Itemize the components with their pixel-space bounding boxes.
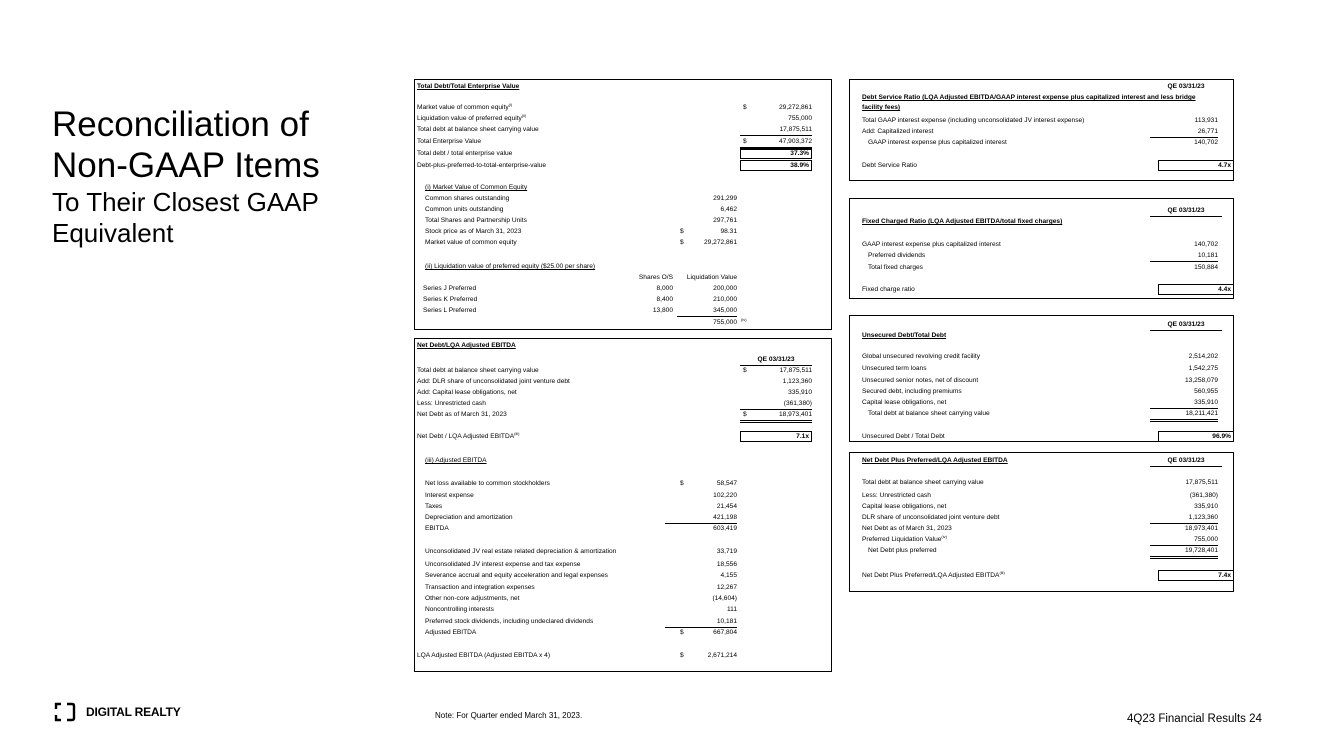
row-value: 18,211,421 bbox=[1150, 408, 1218, 422]
row-label: EBITDA bbox=[425, 525, 449, 532]
row-value: 2,514,202 bbox=[1188, 353, 1218, 360]
row-label: Noncontrolling interests bbox=[425, 606, 494, 613]
row-label: Total debt at balance sheet carrying value bbox=[417, 367, 539, 374]
row-label: Net Debt / LQA Adjusted EBITDA bbox=[417, 433, 515, 440]
table-row bbox=[415, 148, 831, 159]
row-label: Capital lease obligations, net bbox=[862, 399, 947, 406]
panel-header: Debt Service Ratio (LQA Adjusted EBITDA/GAAP interest expense plus capitalized interest and less bridge bbox=[862, 94, 1196, 101]
table-row bbox=[415, 294, 831, 305]
footnote-mark: (i) bbox=[508, 101, 513, 107]
panel-fixed-charge-ratio bbox=[849, 198, 1234, 299]
row-value: 335,910 bbox=[788, 389, 812, 396]
row-label: Fixed charge ratio bbox=[862, 286, 915, 293]
slide-title-block bbox=[52, 104, 402, 248]
table-row bbox=[850, 126, 1233, 137]
column-header-qe: QE 03/31/23 bbox=[1150, 455, 1222, 467]
ratio-value: 37.3% bbox=[740, 148, 812, 159]
ratio-value: 38.9% bbox=[740, 160, 812, 171]
row-label: Secured debt, including premiums bbox=[862, 388, 962, 395]
row-value: 98.31 bbox=[720, 228, 737, 235]
footnote-mark: (iii) bbox=[514, 430, 520, 436]
row-label: Global unsecured revolving credit facility bbox=[862, 353, 981, 360]
row-label: Debt-plus-preferred-to-total-enterprise-value bbox=[417, 162, 546, 169]
table-row bbox=[850, 250, 1233, 261]
row-label: LQA Adjusted EBITDA (Adjusted EBITDA x 4) bbox=[417, 652, 551, 659]
panel-debt-service-ratio bbox=[849, 79, 1234, 181]
row-value: 18,973,401 bbox=[740, 409, 812, 423]
company-logo bbox=[54, 702, 181, 722]
section-title: (i) Market Value of Common Equity bbox=[425, 184, 528, 191]
table-row bbox=[850, 115, 1233, 126]
table-row bbox=[415, 398, 831, 409]
column-header-qe: QE 03/31/23 bbox=[740, 354, 812, 366]
row-label: Total fixed charges bbox=[868, 264, 923, 271]
row-value: 150,884 bbox=[1194, 264, 1218, 271]
row-label: DLR share of unconsolidated joint venture debt bbox=[862, 514, 1000, 521]
row-label: Debt Service Ratio bbox=[862, 162, 917, 169]
row-value: 18,973,401 bbox=[1184, 525, 1218, 532]
row-label: Total Enterprise Value bbox=[417, 138, 482, 145]
panel-header-cont: facility fees) bbox=[862, 104, 901, 111]
row-label: Net Debt Plus Preferred/LQA Adjusted EBITDA bbox=[862, 572, 1000, 579]
row-value: 17,875,511 bbox=[740, 124, 812, 136]
currency-symbol: $ bbox=[680, 652, 684, 659]
table-row bbox=[415, 650, 831, 661]
row-label: Preferred Liquidation Value bbox=[862, 536, 942, 543]
table-row bbox=[850, 160, 1233, 171]
row-label: Less: Unrestricted cash bbox=[417, 400, 486, 407]
row-value: 113,931 bbox=[1194, 117, 1218, 124]
row-label: Net Debt plus preferred bbox=[868, 547, 937, 554]
row-value: 13,258,079 bbox=[1184, 377, 1218, 384]
slide-subtitle-line1: To Their Closest GAAP bbox=[52, 187, 319, 217]
row-label: Unsecured senior notes, net of discount bbox=[862, 377, 979, 384]
row-value: 29,272,861 bbox=[778, 104, 812, 111]
table-row bbox=[415, 365, 831, 376]
row-value: 755,000 bbox=[788, 115, 812, 122]
row-value: 6,462 bbox=[720, 206, 737, 213]
panel-net-debt-plus-preferred bbox=[849, 452, 1234, 592]
table-row bbox=[415, 478, 831, 489]
table-row bbox=[415, 431, 831, 442]
row-label: Total debt at balance sheet carrying value bbox=[868, 410, 990, 417]
row-value: 18,556 bbox=[716, 561, 737, 568]
table-row bbox=[415, 409, 831, 420]
row-value: 560,955 bbox=[1194, 388, 1218, 395]
column-header-qe: QE 03/31/23 bbox=[1167, 83, 1205, 90]
table-row bbox=[415, 512, 831, 523]
table-row bbox=[415, 305, 831, 316]
section-title: (iii) Adjusted EBITDA bbox=[425, 457, 487, 464]
row-label: Add: Capitalized interest bbox=[862, 128, 934, 135]
slide-subtitle-line2: Equivalent bbox=[52, 218, 174, 248]
table-row bbox=[415, 523, 831, 534]
shares-value: 8,400 bbox=[656, 296, 673, 303]
column-header-shares: Shares O/S bbox=[638, 274, 673, 281]
ratio-value: 4.4x bbox=[1158, 284, 1234, 295]
row-value: 291,299 bbox=[713, 195, 737, 202]
column-header-liquidation: Liquidation Value bbox=[686, 274, 737, 281]
row-value: 2,671,214 bbox=[707, 652, 737, 659]
row-value: 667,804 bbox=[713, 629, 737, 636]
table-row bbox=[415, 215, 831, 226]
row-value: 603,419 bbox=[713, 525, 737, 532]
currency-symbol: $ bbox=[680, 629, 684, 636]
row-value: 29,272,861 bbox=[703, 239, 737, 246]
table-header-row bbox=[415, 272, 831, 283]
row-value: 335,910 bbox=[1150, 397, 1218, 409]
ratio-value: 96.9% bbox=[1158, 431, 1234, 442]
panel-header: Net Debt Plus Preferred/LQA Adjusted EBITDA bbox=[862, 457, 1008, 464]
digital-realty-logo-icon bbox=[54, 702, 76, 722]
table-row bbox=[415, 546, 831, 557]
table-row bbox=[415, 283, 831, 294]
row-label: Net loss available to common stockholders bbox=[425, 480, 550, 487]
table-row bbox=[850, 262, 1233, 273]
row-label: Preferred dividends bbox=[868, 252, 926, 259]
row-value: (361,380) bbox=[1189, 492, 1218, 499]
table-row bbox=[850, 501, 1233, 512]
table-row bbox=[850, 239, 1233, 250]
footnote-text: Note: For Quarter ended March 31, 2023. bbox=[435, 711, 583, 720]
row-value: (14,604) bbox=[712, 595, 737, 602]
section-title: (ii) Liquidation value of preferred equity ($25.00 per share) bbox=[425, 263, 596, 270]
currency-symbol: $ bbox=[743, 104, 747, 111]
table-row bbox=[415, 136, 831, 147]
row-label: Taxes bbox=[425, 503, 443, 510]
row-value: 297,761 bbox=[713, 217, 737, 224]
row-label: Less: Unrestricted cash bbox=[862, 492, 931, 499]
row-value: 10,181 bbox=[1150, 250, 1218, 262]
table-row bbox=[415, 490, 831, 501]
ratio-value: 7.4x bbox=[1158, 570, 1234, 581]
table-row bbox=[850, 363, 1233, 374]
row-value: 111 bbox=[726, 606, 737, 613]
row-value: 102,220 bbox=[713, 492, 737, 499]
row-value: 21,454 bbox=[716, 503, 737, 510]
footnote-mark: (iv) bbox=[941, 533, 947, 539]
panel-total-enterprise-value bbox=[414, 79, 832, 330]
row-value: 33,719 bbox=[716, 548, 737, 555]
row-value: 17,875,511 bbox=[1185, 479, 1218, 486]
row-label: Total debt at balance sheet carrying value bbox=[862, 479, 984, 486]
footnote-mark: (iii) bbox=[999, 569, 1005, 575]
panel-header: Fixed Charged Ratio (LQA Adjusted EBITDA/total fixed charges) bbox=[862, 218, 1063, 225]
row-label: Interest expense bbox=[425, 492, 474, 499]
panel-header-row bbox=[850, 455, 1233, 466]
row-label: Total debt at balance sheet carrying value bbox=[417, 126, 539, 133]
table-row bbox=[850, 375, 1233, 386]
table-row bbox=[415, 376, 831, 387]
row-value: 755,000 bbox=[713, 319, 737, 326]
row-label: Add: Capital lease obligations, net bbox=[417, 389, 517, 396]
row-label: Total GAAP interest expense (including unconsolidated JV interest expense) bbox=[862, 117, 1085, 124]
table-row bbox=[415, 604, 831, 615]
row-label: Series K Preferred bbox=[423, 296, 478, 303]
row-label: Liquidation value of preferred equity bbox=[417, 115, 522, 122]
row-value: 58,547 bbox=[716, 480, 737, 487]
row-label: Unconsolidated JV interest expense and tax expense bbox=[425, 561, 581, 568]
row-value: 4,155 bbox=[720, 572, 737, 579]
row-label: Total debt / total enterprise value bbox=[417, 150, 513, 157]
table-row bbox=[850, 534, 1233, 545]
row-value: 421,198 bbox=[665, 512, 737, 524]
table-row bbox=[415, 226, 831, 237]
currency-symbol: $ bbox=[680, 239, 684, 246]
row-value: 26,771 bbox=[1150, 126, 1218, 138]
ratio-value: 7.1x bbox=[740, 431, 812, 442]
table-row: 755,000 (iv) bbox=[415, 317, 831, 328]
row-value: 755,000 bbox=[1150, 534, 1218, 546]
row-label: Add: DLR share of unconsolidated joint venture debt bbox=[417, 378, 570, 385]
footer-results-label: 4Q23 Financial Results bbox=[1127, 713, 1246, 725]
row-label: Market value of common equity bbox=[425, 239, 517, 246]
panel-unsecured-debt bbox=[849, 315, 1234, 442]
row-label: Severance accrual and equity acceleration and legal expenses bbox=[425, 572, 608, 579]
row-value: 140,702 bbox=[1194, 241, 1218, 248]
row-label: Unsecured Debt / Total Debt bbox=[862, 433, 945, 440]
column-header-qe: QE 03/31/23 bbox=[1150, 205, 1222, 217]
slide-title-line1: Reconciliation of bbox=[52, 105, 309, 144]
table-row bbox=[850, 512, 1233, 523]
row-value: 1,123,360 bbox=[1150, 512, 1218, 524]
row-value: 200,000 bbox=[713, 285, 737, 292]
row-label: Depreciation and amortization bbox=[425, 514, 513, 521]
table-row bbox=[850, 490, 1233, 501]
row-label: Other non-core adjustments, net bbox=[425, 595, 520, 602]
currency-symbol: $ bbox=[743, 411, 747, 418]
panel-header: Net Debt/LQA Adjusted EBITDA bbox=[417, 342, 516, 349]
row-label: Capital lease obligations, net bbox=[862, 503, 947, 510]
row-label: Net Debt as of March 31, 2023 bbox=[417, 411, 507, 418]
table-row bbox=[850, 431, 1233, 442]
table-row bbox=[415, 387, 831, 398]
row-value: 17,875,511 bbox=[779, 367, 812, 374]
table-row bbox=[415, 582, 831, 593]
panel-header: Total Debt/Total Enterprise Value bbox=[417, 83, 520, 90]
row-value: 335,910 bbox=[1194, 503, 1218, 510]
row-value: 10,181 bbox=[665, 616, 737, 628]
row-label: GAAP interest expense plus capitalized interest bbox=[868, 139, 1007, 146]
row-label: Series L Preferred bbox=[423, 307, 477, 314]
table-row bbox=[415, 501, 831, 512]
table-row bbox=[415, 570, 831, 581]
table-row bbox=[415, 559, 831, 570]
row-label: Unconsolidated JV real estate related depreciation & amortization bbox=[425, 548, 617, 555]
column-header-qe: QE 03/31/23 bbox=[1150, 319, 1222, 331]
table-row bbox=[415, 204, 831, 215]
row-label: Market value of common equity bbox=[417, 104, 509, 111]
row-value: 345,000 bbox=[677, 305, 737, 317]
shares-value: 8,000 bbox=[656, 285, 673, 292]
table-row bbox=[415, 160, 831, 171]
row-value: 12,267 bbox=[716, 584, 737, 591]
row-label: Unsecured term loans bbox=[862, 365, 927, 372]
row-value: 47,903,372 bbox=[740, 136, 812, 150]
currency-symbol: $ bbox=[743, 367, 747, 374]
table-row bbox=[415, 124, 831, 135]
table-row bbox=[850, 284, 1233, 295]
row-value: 210,000 bbox=[713, 296, 737, 303]
table-row bbox=[415, 113, 831, 124]
row-value: 140,702 bbox=[1194, 139, 1218, 146]
slide-title-line2: Non-GAAP Items bbox=[52, 146, 320, 185]
row-label: Common shares outstanding bbox=[425, 195, 510, 202]
currency-symbol: $ bbox=[680, 480, 684, 487]
table-row bbox=[415, 593, 831, 604]
table-row bbox=[415, 102, 831, 113]
table-row bbox=[415, 616, 831, 627]
table-row bbox=[850, 477, 1233, 488]
table-row bbox=[415, 237, 831, 248]
table-row bbox=[850, 545, 1233, 556]
table-row bbox=[415, 193, 831, 204]
row-label: Stock price as of March 31, 2023 bbox=[425, 228, 522, 235]
row-label: GAAP interest expense plus capitalized interest bbox=[862, 241, 1001, 248]
table-row bbox=[850, 137, 1233, 148]
shares-value: 13,800 bbox=[652, 307, 673, 314]
table-row bbox=[850, 386, 1233, 397]
currency-symbol: $ bbox=[680, 228, 684, 235]
ratio-value: 4.7x bbox=[1158, 160, 1234, 171]
row-label: Adjusted EBITDA bbox=[425, 629, 477, 636]
currency-symbol: $ bbox=[743, 138, 747, 145]
row-value: 19,728,401 bbox=[1150, 545, 1218, 559]
table-row bbox=[850, 523, 1233, 534]
row-label: Preferred stock dividends, including undeclared dividends bbox=[425, 618, 594, 625]
page-number: 24 bbox=[1249, 713, 1262, 725]
table-row bbox=[850, 570, 1233, 581]
footnote-mark: (ii) bbox=[521, 112, 527, 118]
row-label: Common units outstanding bbox=[425, 206, 504, 213]
panel-net-debt-lqa-ebitda bbox=[414, 338, 832, 672]
row-label: Total Shares and Partnership Units bbox=[425, 217, 527, 224]
row-value: 1,123,360 bbox=[782, 378, 812, 385]
row-value: (361,380) bbox=[740, 398, 812, 410]
table-row bbox=[850, 408, 1233, 419]
row-label: Net Debt as of March 31, 2023 bbox=[862, 525, 952, 532]
table-row bbox=[415, 627, 831, 638]
row-label: Transaction and integration expenses bbox=[425, 584, 535, 591]
table-row bbox=[850, 397, 1233, 408]
row-label: Series J Preferred bbox=[423, 285, 477, 292]
row-value: 1,542,275 bbox=[1188, 365, 1218, 372]
panel-header: Unsecured Debt/Total Debt bbox=[862, 332, 947, 339]
footer-results bbox=[1127, 713, 1262, 725]
table-row bbox=[850, 351, 1233, 362]
logo-text: DIGITAL REALTY bbox=[86, 705, 181, 719]
